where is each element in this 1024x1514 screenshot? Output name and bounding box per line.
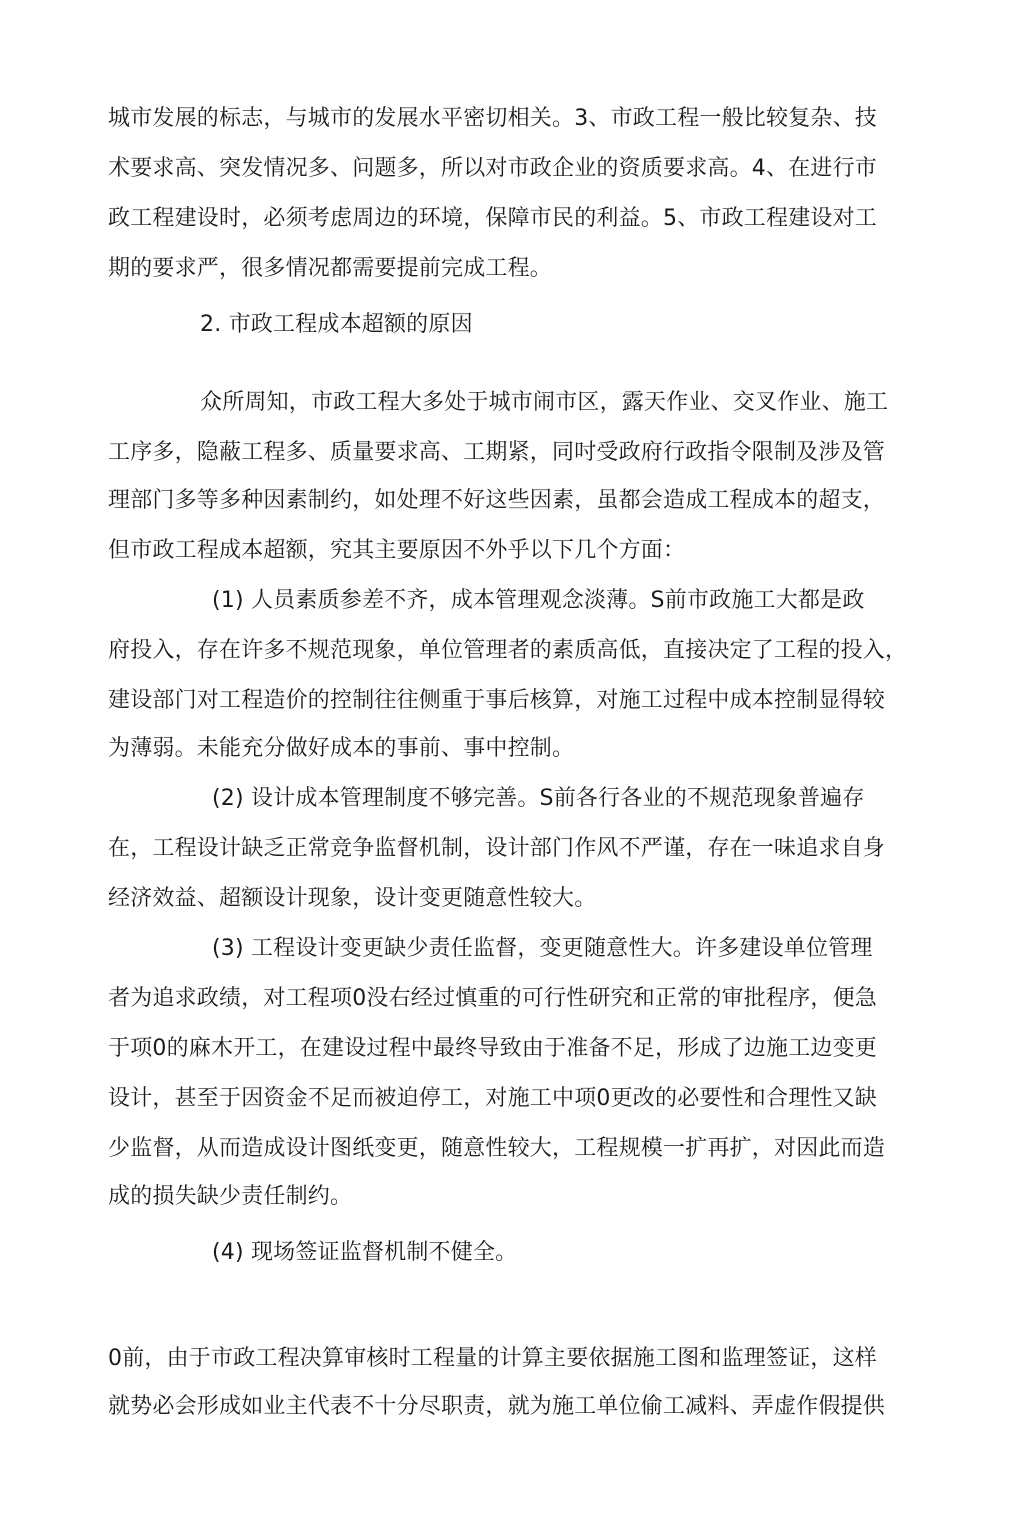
list-item-line: (1) 人员素质参差不齐，成本管理观念淡薄。S前市政施工大都是政 bbox=[212, 588, 865, 613]
list-item-line: (3) 工程设计变更缺少责任监督，变更随意性大。许多建设单位管理 bbox=[212, 936, 873, 961]
list-item-line: (4) 现场签证监督机制不健全。 bbox=[212, 1240, 518, 1265]
paragraph-line: 0前，由于市政工程决算审核时工程量的计算主要依据施工图和监理签证，这样 bbox=[108, 1346, 877, 1371]
list-item-line: (2) 设计成本管理制度不够完善。S前各行各业的不规范现象普遍存 bbox=[212, 786, 865, 811]
list-item-line: 建设部门对工程造价的控制往往侧重于事后核算，对施工过程中成本控制显得较 bbox=[108, 688, 886, 713]
paragraph-line: 众所周知，市政工程大多处于城市闹市区，露天作业、交叉作业、施工 bbox=[200, 390, 889, 415]
list-item-line: 者为追求政绩，对工程项0没右经过慎重的可行性研究和正常的审批程序，便急 bbox=[108, 986, 877, 1011]
paragraph-line: 但市政工程成本超额，究其主要原因不外乎以下几个方面： bbox=[108, 538, 686, 563]
paragraph-line: 工序多，隐蔽工程多、质量要求高、工期紧，同吋受政府行政指令限制及涉及管 bbox=[108, 440, 886, 465]
paragraph-line: 就势必会形成如业主代表不十分尽职责，就为施工单位偷工减料、弄虚作假提供 bbox=[108, 1394, 886, 1419]
list-item-line: 设计，甚至于因资金不足而被迫停工，对施工中项0更改的必要性和合理性又缺 bbox=[108, 1086, 877, 1111]
list-item-line: 成的损失缺少责任制约。 bbox=[108, 1184, 353, 1209]
paragraph-line: 政工程建设时，必须考虑周边的环境，保障市民的利益。5、市政工程建设对工 bbox=[108, 206, 877, 231]
paragraph-line: 城市发展的标志，与城市的发展水平密切相关。3、市政工程一般比较复杂、技 bbox=[108, 106, 877, 131]
paragraph-line: 期的要求严，很多情况都需要提前完成工程。 bbox=[108, 256, 553, 281]
list-item-line: 为薄弱。未能充分做好成本的事前、事中控制。 bbox=[108, 736, 575, 761]
list-item-line: 经济效益、超额设计现象，设计变更随意性较大。 bbox=[108, 886, 597, 911]
list-item-line: 少监督，从而造成设计图纸变更，随意性较大，工程规模一扩再扩，对因此而造 bbox=[108, 1136, 886, 1161]
section-heading: 2. 市政工程成本超额的原因 bbox=[200, 312, 473, 337]
list-item-line: 府投入，存在许多不规范现象，单位管理者的素质高低，直接决定了工程的投入， bbox=[108, 638, 908, 663]
list-item-line: 在，工程设计缺乏正常竞争监督机制，设计部门作风不严谨，存在一味追求自身 bbox=[108, 836, 886, 861]
paragraph-line: 理部门多等多种因素制约，如处理不好这些因素，虽都会造成工程成本的超支， bbox=[108, 488, 886, 513]
paragraph-line: 术要求高、突发情况多、问题多，所以对市政企业的资质要求高。4、在进行市 bbox=[108, 156, 877, 181]
list-item-line: 于项0的麻木开工，在建设过程中最终导致由于准备不足，形成了边施工边变更 bbox=[108, 1036, 877, 1061]
